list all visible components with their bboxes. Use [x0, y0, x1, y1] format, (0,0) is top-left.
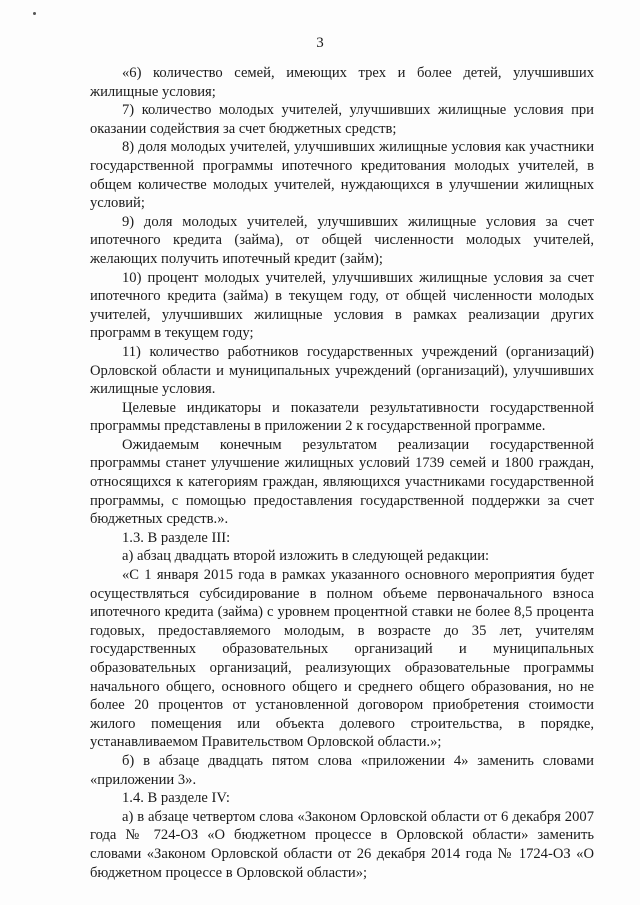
paragraph-sub-a-law: а) в абзаце четвертом слова «Законом Орловской области от 6 декабря 2007 года № 724-ОЗ «О бюджетном процессе в Орловской области» заменить словами «Законом Орловской области от 26 декабря 2014 года № 1724-ОЗ «О бюджетном процессе в Орловской области»;	[90, 808, 594, 881]
paragraph-section-1-4: 1.4. В разделе IV:	[122, 790, 230, 807]
paragraph-item-7: 7) количество молодых учителей, улучшивших жилищные условия при оказании содействия за счет бюджетных средств;	[90, 102, 594, 137]
page-number: 3	[316, 35, 324, 51]
paragraph-sub-a-heading: а) абзац двадцать второй изложить в следующей редакции:	[122, 548, 490, 565]
paragraph-item-11: 11) количество работников государственных учреждений (организаций) Орловской области и муниципальных учреждений (организаций), улучшивших жилищные условия.	[90, 343, 594, 398]
paragraph-new-wording: «С 1 января 2015 года в рамках указанного основного мероприятия будет осуществляться субсидирование в полном объеме первоначального взноса ипотечного кредита (займа) с уровнем процентной ставки не более 8,5 процента годовых, предоставляемого молодым, в возрасте до 35 лет, учителям государственных образовательных организаций и муниципальных образовательных организаций, реализующих образовательные программы начального общего, основного общего и среднего общего образования, но не более 20 процентов от установленной договором приобретения стоимости жилого помещения или объекта долевого строительства, в порядке, устанавливаемом Правительством Орловской области.»;	[90, 567, 594, 751]
paragraph-item-10: 10) процент молодых учителей, улучшивших жилищные условия за счет ипотечного кредита (займа) в текущем году, от общей численности молодых учителей, улучшивших жилищные условия в рамках реализации других программ в текущем году;	[90, 269, 594, 342]
scan-speck	[33, 12, 36, 15]
paragraph-indicators: Целевые индикаторы и показатели результативности государственной программы представлены в приложении 2 к государственной программе.	[90, 399, 594, 435]
paragraph-sub-b: б) в абзаце двадцать пятом слова «приложении 4» заменить словами «приложении 3».	[90, 752, 594, 788]
paragraph-expected-result: Ожидаемым конечным результатом реализации государственной программы станет улучшение жилищных условий 1739 семей и 1800 граждан, относящихся к категориям граждан, являющихся участниками государственной программы, с помощью предоставления государственной поддержки за счет бюджетных средств.».	[90, 436, 594, 528]
paragraph-item-9: 9) доля молодых учителей, улучшивших жилищные условия за счет ипотечного кредита (займа), от общей численности молодых учителей, желающих получить ипотечный кредит (займ);	[90, 213, 594, 267]
paragraph-item-8: 8) доля молодых учителей, улучшивших жилищные условия как участники государственной программы ипотечного кредитования молодых учителей, в общем количестве молодых учителей, нуждающихся в улучшении жилищных условий;	[90, 139, 594, 212]
document-body	[90, 64, 594, 882]
paragraph-section-1-3: 1.3. В разделе III:	[122, 529, 231, 546]
paragraph-item-6: «6) количество семей, имеющих трех и более детей, улучшивших жилищные условия;	[90, 65, 594, 100]
